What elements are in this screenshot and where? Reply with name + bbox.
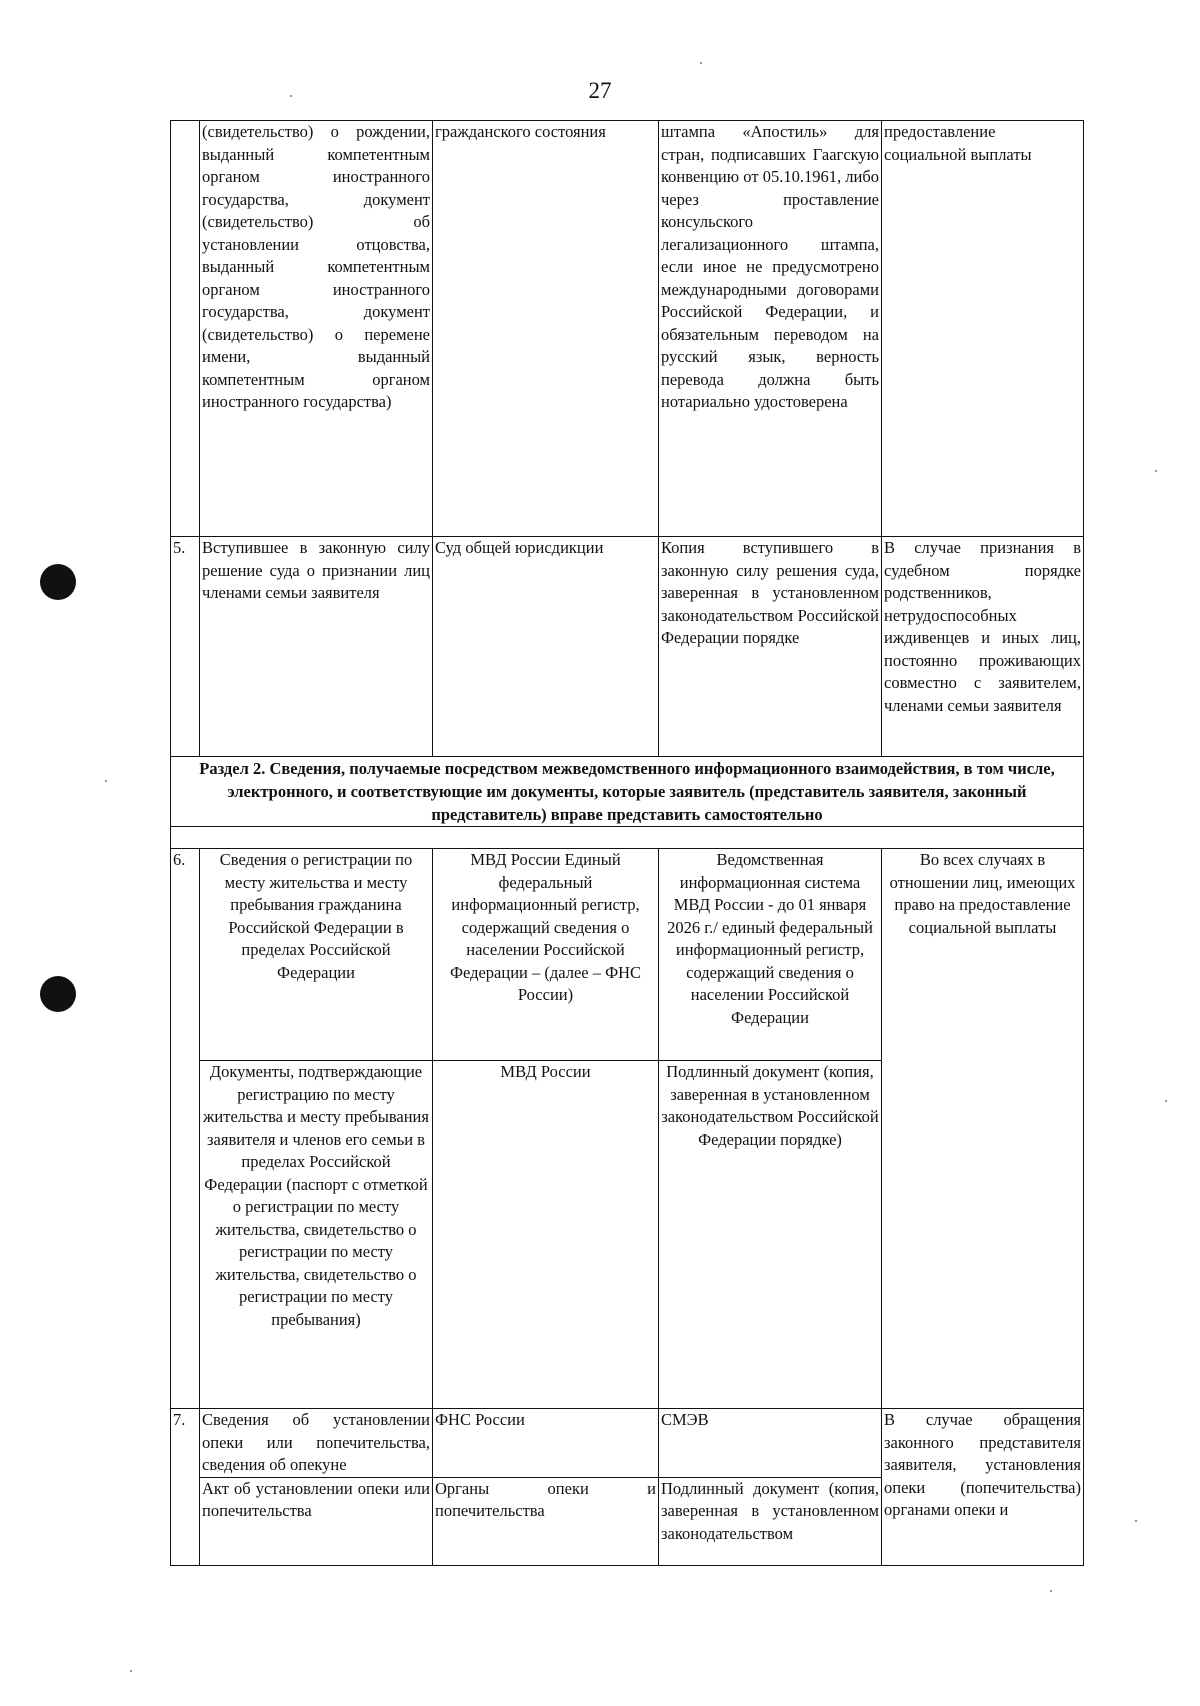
scan-speck [130,1670,132,1672]
source-cell: МВД России Единый федеральный информационный регистр, содержащий сведения о населении Российской Федерации – (далее – ФНС России) [433,849,659,1061]
form-cell: СМЭВ [659,1409,882,1478]
row-number: 7. [171,1409,200,1478]
cases-cell: предоставление социальной выплаты [882,121,1084,537]
table-row [171,849,1084,1061]
scan-speck [1165,1100,1167,1102]
cases-cell: В случае обращения законного представителя заявителя, установления опеки (попечительства) органами опеки и [882,1409,1084,1566]
form-cell: Ведомственная информационная система МВД России - до 01 января 2026 г./ единый федеральный информационный регистр, содержащий сведения о населении Российской Федерации [659,849,882,1061]
page-number: 27 [588,78,612,103]
form-cell: штампа «Апостиль» для стран, подписавших Гаагскую конвенцию от 05.10.1961, либо через проставление консульского легализационного штампа, если иное не предусмотрено международными договорами Российской Федерации, и обязательным переводом на русский язык, верность перевода должна быть нотариально удостоверена [659,121,882,537]
scan-speck [1155,470,1157,472]
table-row [171,121,1084,537]
source-cell: Органы опеки и попечительства [433,1477,659,1565]
source-cell: Суд общей юрисдикции [433,537,659,757]
scan-speck [1050,1590,1052,1592]
document-name-cell: Акт об установлении опеки или попечительства [200,1477,433,1565]
spacer-row [171,827,1084,849]
form-cell: Подлинный документ (копия, заверенная в установленном законодательством [659,1477,882,1565]
table-row [171,1409,1084,1478]
form-cell: Подлинный документ (копия, заверенная в установленном законодательством Российской Федерации порядке) [659,1061,882,1409]
row-number: 5. [171,537,200,757]
scan-speck [700,62,702,64]
section-2-heading: Раздел 2. Сведения, получаемые посредством межведомственного информационного взаимодействия, в том числе, электронного, и соответствующие им документы, которые заявитель (представитель заявителя, законный представитель) вправе представить самостоятельно [171,757,1084,827]
cases-cell: В случае признания в судебном порядке родственников, нетрудоспособных иждивенцев и иных лиц, постоянно проживающих совместно с заявителем, членами семьи заявителя [882,537,1084,757]
source-cell: ФНС России [433,1409,659,1478]
row-number-empty [171,1477,200,1565]
section-heading-row [171,757,1084,827]
row-number-empty [171,1061,200,1409]
spacer-cell [171,827,1084,849]
form-cell: Копия вступившего в законную силу решения суда, заверенная в установленном законодательством Российской Федерации порядке [659,537,882,757]
row-number [171,121,200,537]
document-name-cell: Документы, подтверждающие регистрацию по месту жительства и месту пребывания заявителя и членов его семьи в пределах Российской Федерации (паспорт с отметкой о регистрации по месту жительства, свидетельство о регистрации по месту жительства, свидетельство о регистрации по месту пребывания) [200,1061,433,1409]
document-name-cell: Вступившее в законную силу решение суда о признании лиц членами семьи заявителя [200,537,433,757]
punch-hole [40,564,76,600]
row-number: 6. [171,849,200,1061]
source-cell: МВД России [433,1061,659,1409]
scan-speck [105,780,107,782]
table-row [171,537,1084,757]
cases-cell: Во всех случаях в отношении лиц, имеющих право на предоставление социальной выплаты [882,849,1084,1409]
document-name-cell: Сведения об установлении опеки или попечительства, сведения об опекуне [200,1409,433,1478]
source-cell: гражданского состояния [433,121,659,537]
document-name-cell: Сведения о регистрации по месту жительства и месту пребывания гражданина Российской Федерации в пределах Российской Федерации [200,849,433,1061]
punch-hole [40,976,76,1012]
scan-speck [1135,1520,1137,1522]
document-name-cell: (свидетельство) о рождении, выданный компетентным органом иностранного государства, документ (свидетельство) об установлении отцовства, выданный компетентным органом иностранного государства, документ (свидетельство) о перемене имени, выданный компетентным органом иностранного государства) [200,121,433,537]
documents-table [170,120,1084,1566]
scan-speck [290,95,292,97]
